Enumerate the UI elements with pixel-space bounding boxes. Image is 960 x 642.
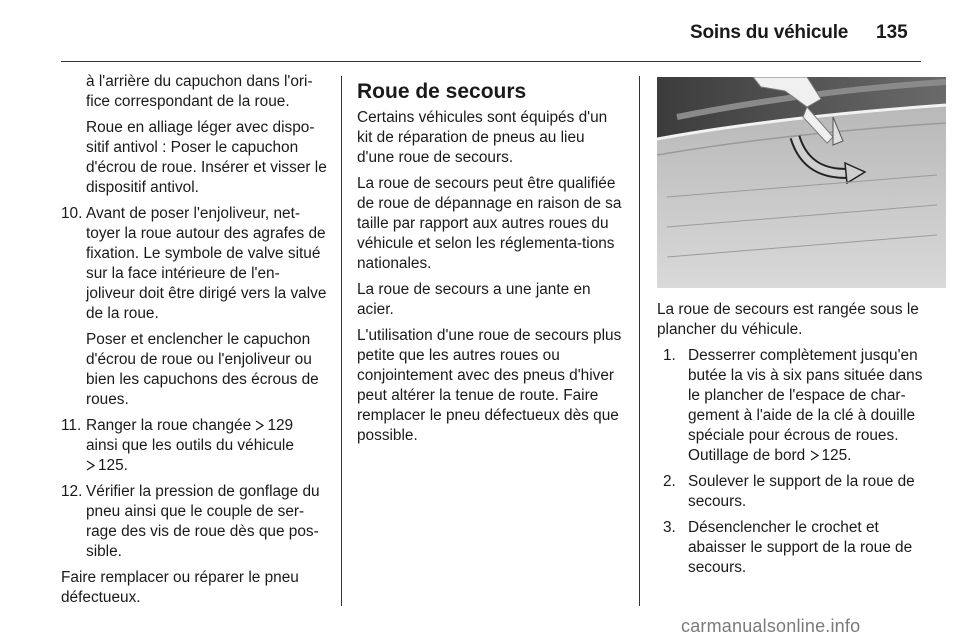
step-number: 2. bbox=[663, 473, 676, 490]
step-2 bbox=[657, 472, 923, 512]
column-left bbox=[61, 72, 327, 614]
paragraph: La roue de secours peut être qualifiée de roue de dépannage en raison de sa taille par rapport aux autres roues du véhicule et selon les réglementa-tions nationales. bbox=[357, 175, 622, 272]
cross-reference-icon bbox=[86, 460, 95, 471]
paragraph: Certains véhicules sont équipés d'un kit de réparation de pneus au lieu d'une roue de secours. bbox=[357, 109, 608, 166]
list-item-text: Ranger la roue changée bbox=[86, 417, 252, 434]
list-item-text: Avant de poser l'enjoliveur, net-toyer la roue autour des agrafes de fixation. Le symbole de valve situé sur la face intérieure de l'en-joliveur doit être dirigé vers la valve de la roue. bbox=[86, 205, 327, 322]
step-1 bbox=[657, 346, 923, 466]
list-number: 10. bbox=[61, 205, 83, 222]
continued-paragraph: à l'arrière du capuchon dans l'ori-fice correspondant de la roue. bbox=[86, 73, 313, 110]
list-number: 12. bbox=[61, 483, 83, 500]
step-number: 1. bbox=[663, 347, 676, 364]
list-item-text: Poser et enclencher le capuchon d'écrou de roue ou l'enjoliveur ou bien les capuchons des écrous de roues. bbox=[86, 331, 319, 408]
page-reference-link[interactable]: 129 bbox=[267, 417, 294, 434]
list-number: 11. bbox=[61, 417, 82, 434]
list-item-text: ainsi que les outils du véhicule bbox=[86, 437, 294, 454]
list-item-10 bbox=[61, 204, 327, 410]
column-right bbox=[657, 300, 923, 584]
column-divider-2 bbox=[639, 76, 640, 606]
cross-reference-icon bbox=[255, 420, 264, 431]
header-divider bbox=[61, 61, 921, 62]
step-3 bbox=[657, 518, 923, 578]
page-header-title: Soins du véhicule bbox=[690, 22, 849, 43]
intro-paragraph: La roue de secours est rangée sous le plancher du véhicule. bbox=[657, 301, 919, 338]
closing-paragraph: Faire remplacer ou réparer le pneu défectueux. bbox=[61, 569, 299, 606]
column-middle bbox=[357, 80, 625, 452]
list-item-12 bbox=[61, 482, 327, 562]
watermark: carmanualsonline.info bbox=[681, 616, 861, 636]
step-number: 3. bbox=[663, 519, 676, 536]
list-item-11 bbox=[61, 416, 327, 476]
page-reference-link[interactable]: 125. bbox=[821, 447, 852, 464]
paragraph: La roue de secours a une jante en acier. bbox=[357, 281, 591, 318]
paragraph: L'utilisation d'une roue de secours plus petite que les autres roues ou conjointement avec des pneus d'hiver peut altérer la tenue de route. Faire remplacer le pneu défectueux dès que possible. bbox=[357, 327, 622, 444]
list-item-text: Vérifier la pression de gonflage du pneu ainsi que le couple de ser-rage des vis de roue dès que pos-sible. bbox=[86, 483, 320, 560]
section-heading: Roue de secours bbox=[357, 80, 527, 103]
column-divider-1 bbox=[341, 76, 342, 606]
page-reference-link[interactable]: 125. bbox=[98, 457, 128, 474]
step-text: Désenclencher le crochet et abaisser le support de la roue de secours. bbox=[688, 519, 913, 576]
spare-wheel-illustration bbox=[657, 77, 946, 288]
alloy-wheel-paragraph: Roue en alliage léger avec dispo-sitif antivol : Poser le capuchon d'écrou de roue. Insérer et visser le dispositif antivol. bbox=[86, 119, 327, 196]
cross-reference-icon bbox=[810, 450, 819, 461]
step-text: Soulever le support de la roue de secours. bbox=[688, 473, 915, 510]
step-text: Desserrer complètement jusqu'en butée la vis à six pans située dans le plancher de l'espace de char-gement à l'aide de la clé à douille spéciale pour écrous de roues. Outillage de bord bbox=[688, 347, 923, 464]
illustration-image bbox=[657, 77, 946, 288]
page-number: 135 bbox=[876, 22, 908, 43]
